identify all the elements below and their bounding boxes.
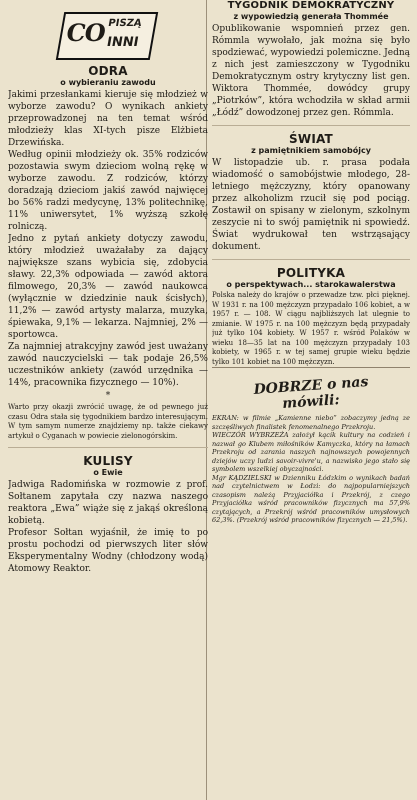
co-pisza-inni-logo (56, 12, 158, 60)
polityka-paragraph: Polska należy do krajów o przewadze tzw. płci pięknej. W 1931 r. na 100 mężczyzn przypadało 106 kobiet, a w 1957 r. — 108. W ciągu najbliższych lat ulegnie to zmianie. W 1975 r. na 100 mężczyzn będą przypadały już tylko 104 kobiety. W 1957 r. wśród Polaków w wieku 18—35 lat na 100 mężczyzn przypadały 103 kobiety, w 1965 r. w tej samej grupie wieku będzie tylko 101 kobiet na 100 mężczyzn. (212, 291, 410, 366)
dobrze-box (212, 367, 410, 525)
ekran-paragraph: EKRAN: w filmie „Kamienne niebo” zobaczymy jedną ze szczęśliwych finalistek fenomenalnego Przekroju. (212, 414, 410, 431)
odra-note: Warto przy okazji zwrócić uwagę, że od pewnego już czasu Odra stała się tygodnikiem bardzo interesującym. W tym samym numerze znajdziemy np. także ciekawy artykuł o Cyganach w powiecie zielonogórskim. (8, 403, 208, 440)
kulisy-subtitle: o Ewie (93, 468, 123, 477)
wieczor-paragraph: WIECZÓR WYBRZEŻA założył kącik kultury na codzień i nazwał go Klubem miłośników Kamyczka, który na łamach Przekroju od zarania naszych najnowszych powojennych dziejów uczy ludzi savoir-vivre'u, a nazwisko jego stało się symbolem wszelkiej obyczajności. (212, 431, 410, 473)
handwritten-dobrze: DOBRZE o nas (253, 374, 369, 398)
swiat-paragraph: W listopadzie ub. r. prasa podała wiadomość o samobójstwie młodego, 28-letniego mężczyzny, który opanowany przez alkoholizm rzucił się pod pociąg. Zostawił on spisany w zielonym, szkolnym zeszycie ni to swój pamiętnik ni spowiedź. Świat wydrukował ten wstrząsający dokument. (212, 158, 410, 252)
kulisy-title: KULISY (83, 454, 133, 468)
logo-co: CO (64, 18, 108, 47)
separator-star: * (105, 391, 111, 401)
kulisy-paragraph-2: Profesor Sołtan wyjaśnił, że imię to po prostu pochodzi od pierwszych liter słów Eksperymentalny Wodny (chłodzony wodą) Atomowy Reaktor. (8, 528, 208, 574)
kulisy-paragraph-1: Jadwiga Radomińska w rozmowie z prof. Sołtanem zapytała czy nazwa naszego reaktora „Ewa” wiąże się z jakąś określoną kobietą. (8, 480, 208, 526)
handwritten-mowili: mówili: (281, 392, 341, 412)
mgr-paragraph: Mgr KĄDZIELSKI w Dzienniku Łódzkim o wynikach badań nad czytelnictwem w Łodzi: do najpopularniejszych czasopism należą Przyjaciółka i Przekrój, z czego Przyjaciółka wśród pracowników fizycznych ma 57,9% czytających, a Przekrój wśród pracowników umysłowych 62,3%. (Przekrój wśród pracowników fizycznych — 21,5%). (212, 473, 410, 524)
swiat-subtitle: z pamiętnikiem samobójcy (251, 146, 371, 155)
odra-subtitle: o wybieraniu zawodu (60, 78, 156, 87)
odra-paragraph-1: Jakimi przesłankami kieruje się młodzież w wyborze zawodu? O wynikach ankiety przeprowadzonej na ten temat wśród młodzieży klas XI-tych pisze Elżbieta Drzewińska. (8, 90, 208, 148)
odra-paragraph-4: Za najmniej atrakcyjny zawód jest uważany zawód nauczycielski — tak podaje 26,5% uczestników ankiety (zawód urzędnika — 14%, pracownika fizycznego — 10%). (8, 342, 208, 388)
right-column (212, 0, 410, 800)
odra-title: ODRA (88, 64, 128, 78)
tygodnik-paragraph: Opublikowanie wspomnień przez gen. Rómmla wywołało, jak można się było spodziewać, wypowiedzi polemiczne. Jedną z nich jest zamieszczony w Tygodniku Demokratycznym ostry krytyczny list gen. Wiktora Thommée, dowódcy grupy „Piotrków”, która wchodziła w skład armii „Łódź” dowodzonej przez gen. Rómmla. (212, 24, 410, 118)
tygodnik-subtitle: z wypowiedzią generała Thommée (233, 12, 389, 21)
left-column (8, 0, 208, 800)
odra-paragraph-3: Jedno z pytań ankiety dotyczy zawodu, który młodzież uważałaby za dający największe szans wybicia się, zdobycia sławy. 22,3% odpowiada — zawód aktora filmowego, 20,3% — zawód naukowca (wyłącznie w dziedzinie nauk ścisłych), 11,2% — zawód artysty malarza, muzyka, śpiewaka, 9,1% — lekarza. Najmniej, 2% — sportowca. (8, 234, 208, 340)
odra-paragraph-2: Według opinii młodzieży ok. 35% rodziców pozostawia swym dzieciom wolną rękę w wyborze zawodu. Z rodziców, którzy doradzają dzieciom jakiś zawód najwięcej bo 56% radzi medycynę, 13% politechnikę, 11% uniwersytet, 1% wyższą szkołę rolniczą. (8, 150, 208, 232)
tygodnik-title: TYGODNIK DEMOKRATYCZNY (227, 0, 395, 11)
logo-pisza: PISZĄ (107, 18, 143, 29)
section-separator-3 (212, 259, 410, 260)
swiat-title: ŚWIAT (289, 132, 333, 146)
polityka-subtitle: o perspektywach... starokawalerstwa (226, 280, 396, 289)
polityka-title: POLITYKA (276, 266, 346, 280)
section-separator (8, 447, 208, 448)
section-separator-2 (212, 125, 410, 126)
logo-inni: INNI (105, 35, 140, 50)
